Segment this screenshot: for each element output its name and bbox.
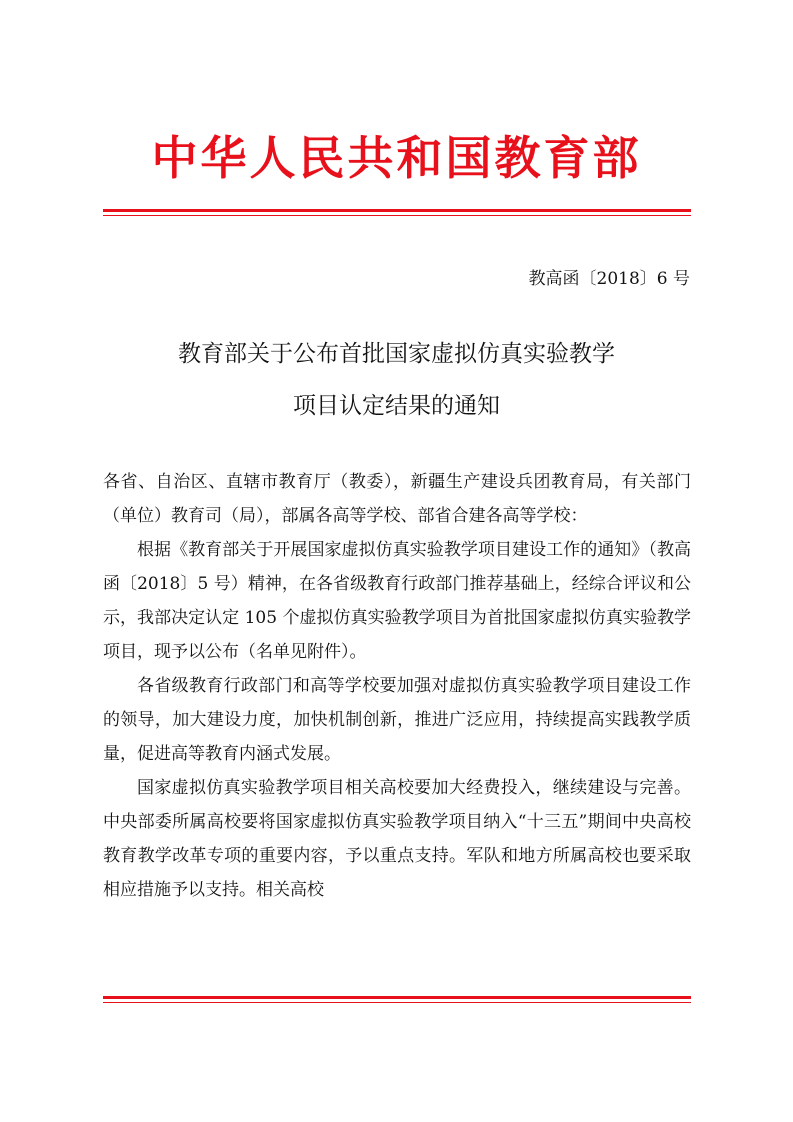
issuer-masthead: 中华人民共和国教育部 — [151, 131, 642, 185]
masthead-rule-thick — [103, 209, 691, 212]
body-paragraph-2: 各省级教育行政部门和高等学校要加强对虚拟仿真实验教学项目建设工作的领导，加大建设力度，加快机制创新，推进广泛应用，持续提高实践教学质量，促进高等教育内涵式发展。 — [103, 676, 691, 764]
notice-title-line-1: 教育部关于公布首批国家虚拟仿真实验教学 — [178, 341, 615, 367]
notice-body — [103, 465, 691, 907]
addressee: 各省、自治区、直辖市教育厅（教委），新疆生产建设兵团教育局，有关部门（单位）教育司（局），部属各高等学校、部省合建各高等学校： — [103, 472, 691, 526]
footer-rule-thin — [103, 1002, 691, 1003]
notice-title-line-2: 项目认定结果的通知 — [293, 393, 500, 419]
body-paragraph-1: 根据《教育部关于开展国家虚拟仿真实验教学项目建设工作的通知》（教高函〔2018〕5 号）精神，在各省级教育行政部门推荐基础上，经综合评议和公示，我部决定认定 105 个虚拟仿真实验教学项目为首批国家虚拟仿真实验教学项目，现予以公布（名单见附件）。 — [103, 540, 691, 662]
document-number: 教高函〔2018〕6 号 — [528, 269, 690, 289]
body-paragraph-3: 国家虚拟仿真实验教学项目相关高校要加大经费投入，继续建设与完善。中央部委所属高校要将国家虚拟仿真实验教学项目纳入“十三五”期间中央高校教育教学改革专项的重要内容，予以重点支持。军队和地方所属高校也要采取相应措施予以支持。相关高校 — [103, 778, 691, 900]
footer-rule-thick — [103, 996, 691, 999]
masthead-rule-thin — [103, 215, 691, 216]
